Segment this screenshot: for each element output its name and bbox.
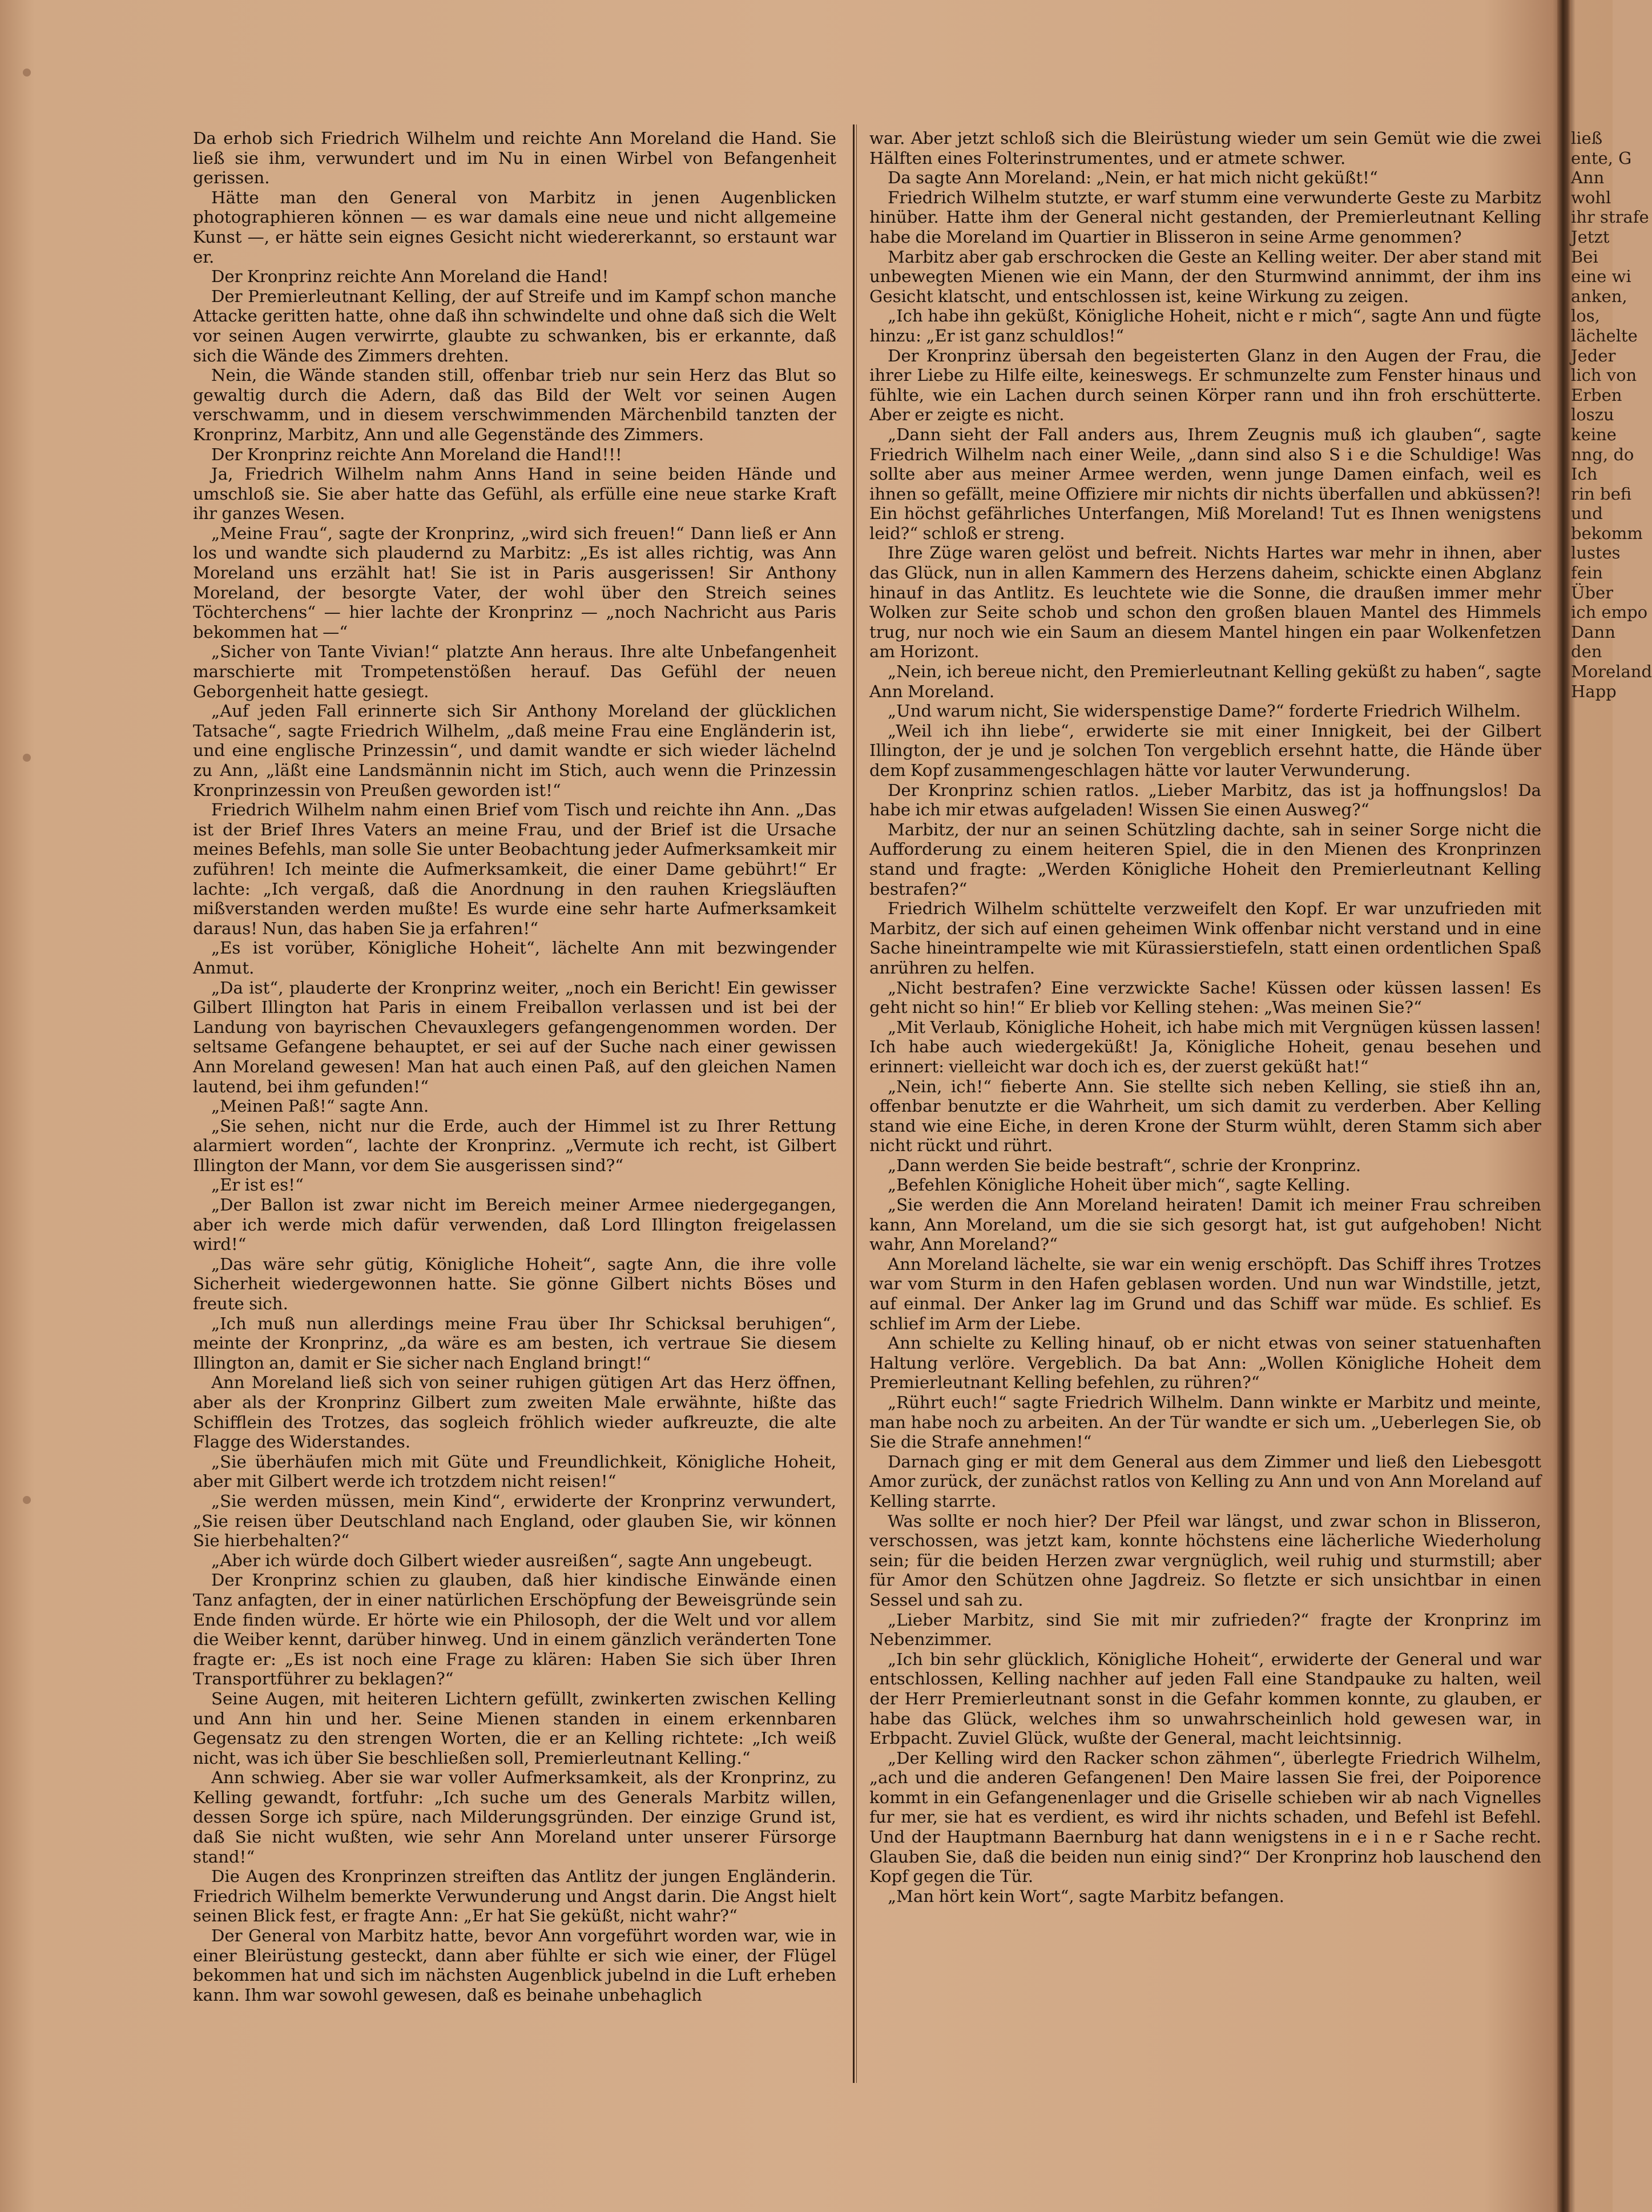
paragraph: „Das wäre sehr gütig, Königliche Hoheit“, sagte Ann, die ihre volle Sicherheit wiedergewonnen hatte. Sie gönne Gilbert nichts Böses und freute sich. — [193, 1254, 836, 1314]
paragraph: „Nein, ich bereue nicht, den Premierleutnant Kelling geküßt zu haben“, sagte Ann Moreland. — [869, 662, 1541, 701]
edge-line-fragment: ente, G — [1571, 148, 1632, 168]
edge-line-fragment: loszu — [1571, 405, 1614, 425]
edge-line-fragment: rin befi — [1571, 484, 1632, 504]
edge-line-fragment: und — [1571, 504, 1603, 524]
paragraph: „Befehlen Königliche Hoheit über mich“, sagte Kelling. — [888, 1175, 1351, 1195]
column-divider-inner — [856, 124, 857, 2083]
right-text-column — [869, 128, 1541, 1906]
edge-line-fragment: bekomm — [1571, 523, 1643, 543]
paragraph: „Er ist es!“ — [211, 1175, 304, 1195]
edge-line-fragment: Ich — [1571, 464, 1598, 484]
paragraph: „Ich bin sehr glücklich, Königliche Hoheit“, erwiderte der General und war entschlossen, Kelling nachher auf jeden Fall eine Standpauke zu halten, weil der Herr Premierleutnant sonst in die Gefahr kommen konnte, zu glauben, er habe das Glück, welches ihm so unwahrscheinlich hold gewesen war, in Erbpacht. Zuviel Glück, wußte der General, macht leichtsinnig. — [869, 1649, 1541, 1748]
paragraph: Seine Augen, mit heiteren Lichtern gefüllt, zwinkerten zwischen Kelling und Ann hin und her. Seine Mienen standen in einem erkennbaren Gegensatz zu den strengen Worten, die er an Kelling richtete: „Ich weiß nicht, was ich über Sie beschließen soll, Premierleutnant Kelling.“ — [193, 1688, 836, 1768]
edge-line-fragment: los, — [1571, 306, 1600, 326]
edge-line-fragment: Jeder — [1571, 345, 1616, 365]
paragraph: war. Aber jetzt schloß sich die Bleirüstung wieder um sein Gemüt wie die zwei Hälften eines Folterinstrumentes, und er atmete schwer. — [869, 128, 1541, 168]
punch-hole — [23, 1496, 31, 1504]
paragraph: „Da ist“, plauderte der Kronprinz weiter, „noch ein Bericht! Ein gewisser Gilbert Illington hat Paris in einem Freiballon verlassen und ist bei der Landung von bayrischen Chevauxlegers gefangengenommen worden. Der seltsame Gefangene behauptet, er sei auf der Suche nach einer gewissen Ann Moreland gewesen! Man hat auch einen Paß, auf den gleichen Namen lautend, bei ihm gefunden!“ — [193, 978, 836, 1096]
edge-line-fragment: Dann — [1571, 622, 1615, 642]
paragraph: „Auf jeden Fall erinnerte sich Sir Anthony Moreland der glücklichen Tatsache“, sagte Friedrich Wilhelm, „daß meine Frau eine Engländerin ist, und eine englische Prinzessin“, und damit wandte er sich wieder lächelnd zu Ann, „läßt eine Landsmännin nicht im Stich, auch wenn die Prinzessin Kronprinzessin von Preußen geworden ist!“ — [193, 701, 836, 800]
paragraph: „Sie überhäufen mich mit Güte und Freundlichkeit, Königliche Hoheit, aber mit Gilbert werde ich trotzdem nicht reisen!“ — [193, 1451, 836, 1491]
paragraph: Ihre Züge waren gelöst und befreit. Nichts Hartes war mehr in ihnen, aber das Glück, nun in allen Kammern des Herzens daheim, schickte einen Abglanz hinauf in das Antlitz. Es leuchtete wie die Sonne, die draußen immer mehr Wolken zur Seite schob und schon den großen blauen Mantel des Himmels trug, nur noch wie ein Saum an diesem Mantel hingen ein paar Wolkenfetzen am Horizont. — [869, 543, 1541, 662]
edge-line-fragment: den — [1571, 642, 1602, 662]
paragraph: „Dann sieht der Fall anders aus, Ihrem Zeugnis muß ich glauben“, sagte Friedrich Wilhelm nach einer Weile, „dann sind also S i e die Schuldige! Was sollte aber aus meiner Armee werden, wenn junge Damen einfach, weil es ihnen so gefällt, meine Offiziere mir nichts dir nichts überfallen und abküssen?! Ein höchst gefährliches Unterfangen, Miß Moreland! Tut es Ihnen wenigstens leid?“ schloß er streng. — [869, 424, 1541, 543]
paragraph: „Lieber Marbitz, sind Sie mit mir zufrieden?“ fragte der Kronprinz im Nebenzimmer. — [869, 1610, 1541, 1650]
paragraph: „Nicht bestrafen? Eine verzwickte Sache! Küssen oder küssen lassen! Es geht nicht so hin!“ Er blieb vor Kelling stehen: „Was meinen Sie?“ — [869, 978, 1541, 1017]
edge-line-fragment: ihr strafe — [1571, 207, 1649, 227]
edge-line-fragment: Über — [1571, 582, 1614, 602]
paragraph: „Sie werden müssen, mein Kind“, erwiderte der Kronprinz verwundert, „Sie reisen über Deutschland nach England, oder glauben Sie, wir können Sie hierbehalten?“ — [193, 1491, 836, 1551]
edge-line-fragment: ließ — [1571, 128, 1603, 148]
edge-line-fragment: nng, do — [1571, 444, 1634, 464]
paragraph: „Weil ich ihn liebe“, erwiderte sie mit einer Innigkeit, bei der Gilbert Illington, der je und je solchen Ton vergeblich ersehnt hatte, die Hände über dem Kopf zusammengeschlagen hätte vor lauter Verwunderung. — [869, 721, 1541, 780]
paragraph: Ann schielte zu Kelling hinauf, ob er nicht etwas von seiner statuenhaften Haltung verlöre. Vergeblich. Da bat Ann: „Wollen Königliche Hoheit dem Premierleutnant Kelling befehlen, zu rühren?“ — [869, 1333, 1541, 1393]
paragraph: „Rührt euch!“ sagte Friedrich Wilhelm. Dann winkte er Marbitz und meinte, man habe noch zu arbeiten. An der Tür wandte er sich um. „Ueberlegen Sie, ob Sie die Strafe annehmen!“ — [869, 1393, 1541, 1452]
paragraph: Hätte man den General von Marbitz in jenen Augenblicken photographieren können — es war damals eine neue und nicht allgemeine Kunst —, er hätte sein eignes Gesicht nicht wiedererkannt, so erstaunt war er. — [193, 187, 836, 267]
paragraph: „Dann werden Sie beide bestraft“, schrie der Kronprinz. — [888, 1155, 1361, 1175]
paragraph: Der Kronprinz schien zu glauben, daß hier kindische Einwände einen Tanz anfagten, der in einer natürlichen Erschöpfung der Beweisgründe sein Ende finden würde. Er hörte wie ein Philosoph, der die Welt und vor allem die Weiber kennt, darüber hinweg. Und in einem gänzlich veränderten Tone fragte er: „Es ist noch eine Frage zu klären: Haben Sie sich über Ihren Transportführer zu beklagen?“ — [193, 1570, 836, 1689]
punch-hole — [23, 754, 31, 762]
paragraph: „Meinen Paß!“ sagte Ann. — [211, 1096, 429, 1116]
paragraph: „Mit Verlaub, Königliche Hoheit, ich habe mich mit Vergnügen küssen lassen! Ich habe auch wiedergeküßt! Ja, Königliche Hoheit, genau besehen und erinnert: vielleicht war doch ich es, der zuerst geküßt hat!“ — [869, 1017, 1541, 1076]
paragraph: „Sie sehen, nicht nur die Erde, auch der Himmel ist zu Ihrer Rettung alarmiert worden“, lachte der Kronprinz. „Vermute ich recht, ist Gilbert Illington der Mann, vor dem Sie ausgerissen sind?“ — [193, 1116, 836, 1175]
edge-line-fragment: ich empo — [1571, 602, 1648, 622]
paragraph: „Ich habe ihn geküßt, Königliche Hoheit, nicht e r mich“, sagte Ann und fügte hinzu: „Er ist ganz schuldlos!“ — [869, 306, 1541, 345]
paragraph: Ann Moreland lächelte, sie war ein wenig erschöpft. Das Schiff ihres Trotzes war vom Sturm in den Hafen geblasen worden. Und nun war Windstille, jetzt, auf einmal. Der Anker lag im Grund und das Schiff war müde. Es schlief. Es schlief im Arm der Liebe. — [869, 1254, 1541, 1333]
edge-line-fragment: lustes — [1571, 543, 1621, 563]
punch-hole — [23, 69, 31, 77]
paragraph: Darnach ging er mit dem General aus dem Zimmer und ließ den Liebesgott Amor zurück, der zunächst ratlos von Kelling zu Ann und von Ann Moreland auf Kelling starrte. — [869, 1451, 1541, 1511]
paragraph: Der Kronprinz reichte Ann Moreland die Hand!!! — [211, 444, 622, 464]
next-page-edge-text — [1571, 128, 1652, 701]
paragraph: „Man hört kein Wort“, sagte Marbitz befangen. — [888, 1886, 1284, 1906]
paragraph: „Sie werden die Ann Moreland heiraten! Damit ich meiner Frau schreiben kann, Ann Moreland, um die sie sich gesorgt hat, ist gut aufgehoben! Nicht wahr, Ann Moreland?“ — [869, 1195, 1541, 1254]
edge-line-fragment: Bei — [1571, 247, 1598, 267]
paragraph: Da erhob sich Friedrich Wilhelm und reichte Ann Moreland die Hand. Sie ließ sie ihm, verwundert und im Nu in einen Wirbel von Befangenheit gerissen. — [193, 128, 836, 188]
paragraph: Ja, Friedrich Wilhelm nahm Anns Hand in seine beiden Hände und umschloß sie. Sie aber hatte das Gefühl, als erfülle eine neue starke Kraft ihr ganzes Wesen. — [193, 464, 836, 524]
paragraph: „Der Kelling wird den Racker schon zähmen“, überlegte Friedrich Wilhelm, „ach und die anderen Gefangenen! Den Maire lassen Sie frei, der Poiporence kommt in ein Gefangenenlager und die Griselle schieben wir ab nach Vignelles fur mer, sie hat es verdient, es wird ihr nichts schaden, und Befehl ist Befehl. Und der Hauptmann Baernburg hat dann wenigstens in e i n e r Sache recht. Glauben Sie, daß die beiden nun einig sind?“ Der Kronprinz hob lauschend den Kopf gegen die Tür. — [869, 1748, 1541, 1887]
paragraph: Nein, die Wände standen still, offenbar trieb nur sein Herz das Blut so gewaltig durch die Adern, daß das Bild der Welt vor seinen Augen verschwamm, und in diesem verschwimmenden Märchenbild tanzten der Kronprinz, Marbitz, Ann und alle Gegenstände des Zimmers. — [193, 365, 836, 444]
paragraph: Was sollte er noch hier? Der Pfeil war längst, und zwar schon in Blisseron, verschossen, was jetzt kam, konnte höchstens eine lächerliche Wiederholung sein; für die beiden Herzen zwar vergnüglich, weil ruhig und sturmstill; aber für Amor den Schützen ohne Jagdreiz. So fletzte er sich unsichtbar in einen Sessel und sah zu. — [869, 1511, 1541, 1610]
edge-line-fragment: Jetzt — [1571, 227, 1610, 247]
edge-line-fragment: lächelte — [1571, 325, 1638, 345]
paragraph: „Meine Frau“, sagte der Kronprinz, „wird sich freuen!“ Dann ließ er Ann los und wandte sich plaudernd zu Marbitz: „Es ist alles richtig, was Ann Moreland uns erzählt hat! Sie ist in Paris ausgerissen! Sir Anthony Moreland, der besorgte Vater, der wohl über den Streich seines Töchterchens“ — hier lachte der Kronprinz — „noch Nachricht aus Paris bekommen hat —“ — [193, 523, 836, 642]
paragraph: „Nein, ich!“ fieberte Ann. Sie stellte sich neben Kelling, sie stieß ihn an, offenbar benutzte er die Wahrheit, um sich damit zu verderben. Aber Kelling stand wie eine Eiche, in deren Krone der Sturm wühlt, deren Stamm sich aber nicht rückt und rührt. — [869, 1076, 1541, 1156]
paragraph: Friedrich Wilhelm schüttelte verzweifelt den Kopf. Er war unzufrieden mit Marbitz, der sich auf einen geheimen Wink offenbar nicht verstand und in eine Sache hineintrampelte wie mit Kürassierstiefeln, statt einen ordentlichen Spaß anrühren zu helfen. — [869, 899, 1541, 978]
paragraph: Ann Moreland ließ sich von seiner ruhigen gütigen Art das Herz öffnen, aber als der Kronprinz Gilbert zum zweiten Male erwähnte, hißte das Schifflein des Trotzes, das sogleich fröhlich wieder aufkreuzte, die alte Flagge des Widerstandes. — [193, 1373, 836, 1452]
edge-line-fragment: anken, — [1571, 286, 1627, 306]
paragraph: Der Kronprinz reichte Ann Moreland die Hand! — [211, 267, 609, 287]
paragraph: Marbitz aber gab erschrocken die Geste an Kelling weiter. Der aber stand mit unbewegten Mienen wie ein Mann, der den Sturmwind annimmt, der ihm ins Gesicht klatscht, und entschlossen ist, keine Wirkung zu zeigen. — [869, 247, 1541, 306]
paragraph: Der Premierleutnant Kelling, der auf Streife und im Kampf schon manche Attacke geritten hatte, ohne daß ihn schwindelte und ohne daß sich die Welt vor seinen Augen verwirrte, glaubte zu schwanken, bis er erkannte, daß sich die Wände des Zimmers drehten. — [193, 286, 836, 365]
edge-line-fragment: wohl — [1571, 187, 1611, 207]
left-text-column — [193, 128, 836, 2005]
paragraph: Ann schwieg. Aber sie war voller Aufmerksamkeit, als der Kronprinz, zu Kelling gewandt, fortfuhr: „Ich suche um des Generals Marbitz willen, dessen Sorge ich spüre, nach Milderungsgründen. Der einzige Grund ist, daß Sie nicht wußten, wie sehr Ann Moreland unter unserer Fürsorge stand!“ — [193, 1768, 836, 1867]
paragraph: Der General von Marbitz hatte, bevor Ann vorgeführt worden war, wie in einer Bleirüstung gesteckt, dann aber fühlte er sich wie einer, der Flügel bekommen hat und sich im nächsten Augenblick jubelnd in die Luft erheben kann. Ihm war sowohl gewesen, daß es beinahe unbehaglich — [193, 1926, 836, 2005]
paragraph: Der Kronprinz schien ratlos. „Lieber Marbitz, das ist ja hoffnungslos! Da habe ich mir etwas aufgeladen! Wissen Sie einen Ausweg?“ — [869, 780, 1541, 820]
paragraph: „Es ist vorüber, Königliche Hoheit“, lächelte Ann mit bezwingender Anmut. — [193, 938, 836, 978]
paragraph: Friedrich Wilhelm stutzte, er warf stumm eine verwunderte Geste zu Marbitz hinüber. Hatte ihm der General nicht gestanden, der Premierleutnant Kelling habe die Moreland im Quartier in Blisseron in seine Arme genommen? — [869, 187, 1541, 247]
edge-line-fragment: Erben — [1571, 385, 1622, 405]
paragraph: Die Augen des Kronprinzen streiften das Antlitz der jungen Engländerin. Friedrich Wilhelm bemerkte Verwunderung und Angst darin. Die Angst hielt seinen Blick fest, er fragte Ann: „Er hat Sie geküßt, nicht wahr?“ — [193, 1867, 836, 1926]
paragraph: Da sagte Ann Moreland: „Nein, er hat mich nicht geküßt!“ — [888, 168, 1378, 188]
paragraph: Friedrich Wilhelm nahm einen Brief vom Tisch und reichte ihn Ann. „Das ist der Brief Ihres Vaters an meine Frau, und der Brief ist die Ursache meines Befehls, man solle Sie unter Beobachtung jeder Aufmerksamkeit mir zuführen! Ich meinte die Aufmerksamkeit, die einer Dame gebührt!“ Er lachte: „Ich vergaß, daß die Anordnung in den rauhen Kriegsläuften mißverstanden werden mußte! Es wurde eine sehr harte Aufmerksamkeit daraus! Nun, das haben Sie ja erfahren!“ — [193, 800, 836, 938]
edge-line-fragment: Happ — [1571, 681, 1617, 701]
paragraph: „Der Ballon ist zwar nicht im Bereich meiner Armee niedergegangen, aber ich werde mich dafür verwenden, daß Lord Illington freigelassen wird!“ — [193, 1195, 836, 1254]
paragraph: Marbitz, der nur an seinen Schützling dachte, sah in seiner Sorge nicht die Aufforderung zu einem heiteren Spiel, die in den Mienen des Kronprinzen stand und fragte: „Werden Königliche Hoheit den Premierleutnant Kelling bestrafen?“ — [869, 819, 1541, 899]
paragraph: Der Kronprinz übersah den begeisterten Glanz in den Augen der Frau, die ihrer Liebe zu Hilfe eilte, keineswegs. Er schmunzelte zum Fenster hinaus und fühlte, wie ein Lachen durch seinen Körper rann und ihn froh erschütterte. Aber er zeigte es nicht. — [869, 345, 1541, 425]
paragraph: „Und warum nicht, Sie widerspenstige Dame?“ forderte Friedrich Wilhelm. — [888, 701, 1521, 721]
paragraph: „Sicher von Tante Vivian!“ platzte Ann heraus. Ihre alte Unbefangenheit marschierte mit Trompetenstößen herauf. Das Gefühl der neuen Geborgenheit hatte gesiegt. — [193, 642, 836, 701]
paragraph: „Ich muß nun allerdings meine Frau über Ihr Schicksal beruhigen“, meinte der Kronprinz, „da wäre es am besten, ich vertraue Sie diesem Illington an, damit er Sie sicher nach England bringt!“ — [193, 1313, 836, 1373]
paragraph: „Aber ich würde doch Gilbert wieder ausreißen“, sagte Ann ungebeugt. — [211, 1550, 813, 1570]
column-divider — [853, 124, 855, 2083]
edge-line-fragment: keine — [1571, 424, 1617, 444]
page-fold-gutter — [1557, 0, 1571, 2212]
edge-line-fragment: Ann — [1571, 168, 1605, 188]
edge-line-fragment: Moreland — [1571, 662, 1652, 682]
edge-line-fragment: eine wi — [1571, 267, 1631, 287]
edge-line-fragment: fein — [1571, 563, 1603, 583]
edge-line-fragment: lich von — [1571, 365, 1637, 385]
